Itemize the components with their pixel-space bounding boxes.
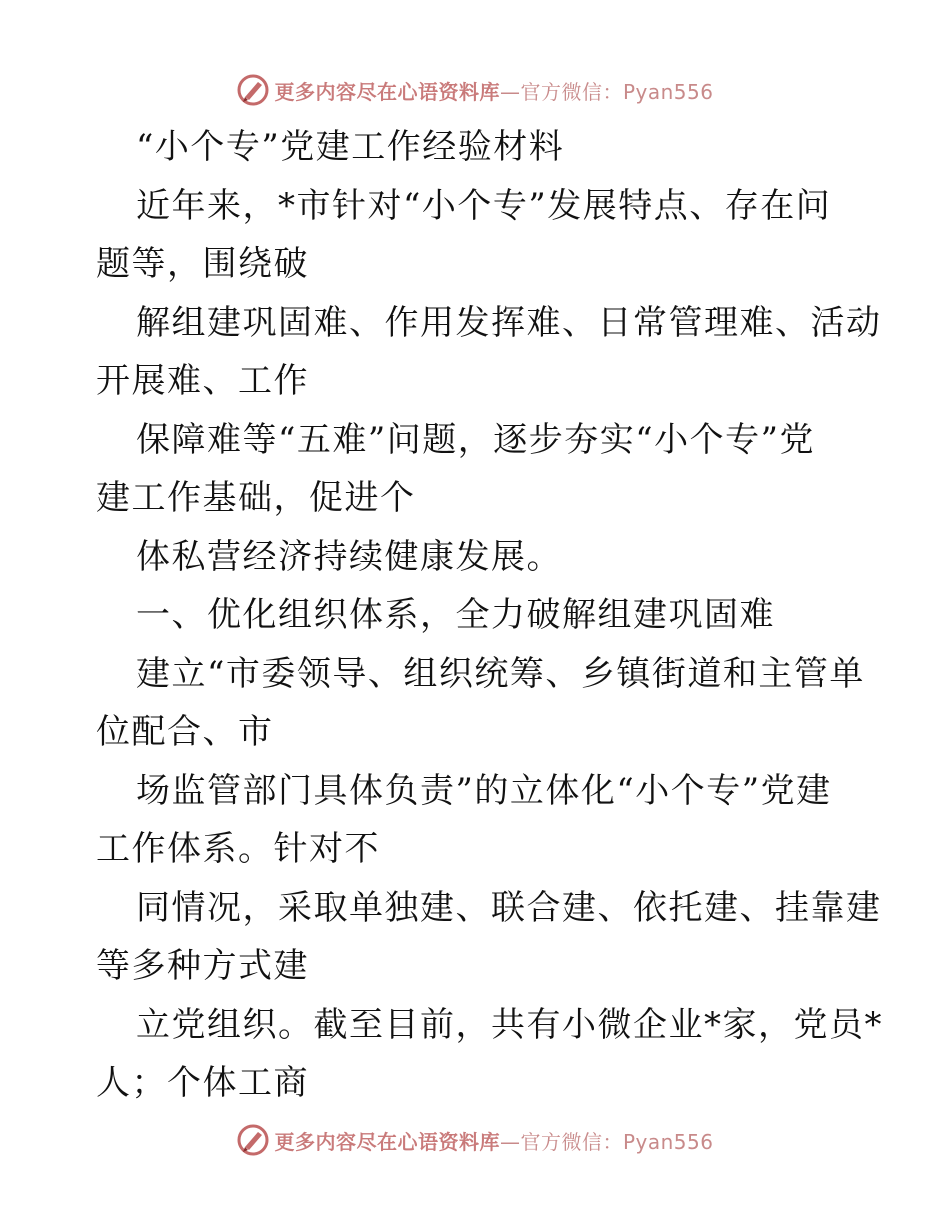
pen-logo-icon [236,1123,270,1157]
watermark-brand: 更多内容尽在心语资料库 [274,1129,500,1154]
paragraph-line: 等多种方式建 [96,946,309,986]
pen-logo-icon [236,73,270,107]
watermark-brand: 更多内容尽在心语资料库 [274,79,500,104]
paragraph-line: 保障难等“五难”问题，逐步夯实“小个专”党 [136,419,816,460]
watermark-suffix: —官方微信：Pyan556 [499,79,714,104]
paragraph-line: 建工作基础，促进个 [96,478,416,518]
paragraph-line: 场监管部门具体负责”的立体化“小个专”党建 [136,770,832,811]
watermark-header [0,70,950,110]
section-heading: 一、优化组织体系，全力破解组建巩固难 [136,595,775,635]
paragraph-line: 题等，围绕破 [96,244,309,284]
watermark-text [274,76,713,105]
paragraph-line: 立党组织。截至目前，共有小微企业*家，党员* [136,1004,883,1045]
watermark-suffix: —官方微信：Pyan556 [499,1129,714,1154]
paragraph-line: 同情况，采取单独建、联合建、依托建、挂靠建 [136,887,882,928]
paragraph-line: 位配合、市 [96,712,274,752]
paragraph-line: 体私营经济持续健康发展。 [136,536,562,577]
paragraph-line: 工作体系。针对不 [96,829,380,869]
paragraph-line: 解组建巩固难、作用发挥难、日常管理难、活动 [136,302,882,343]
watermark-footer [0,1120,950,1160]
paragraph-line: 人；个体工商 [96,1063,309,1103]
paragraph-line: 开展难、工作 [96,361,309,401]
paragraph-line: 建立“市委领导、组织统筹、乡镇街道和主管单 [136,653,865,694]
watermark-text [274,1126,713,1155]
document-title: “小个专”党建工作经验材料 [136,127,565,167]
document-body [96,118,883,1113]
paragraph-line: 近年来，*市针对“小个专”发展特点、存在问 [136,185,832,226]
